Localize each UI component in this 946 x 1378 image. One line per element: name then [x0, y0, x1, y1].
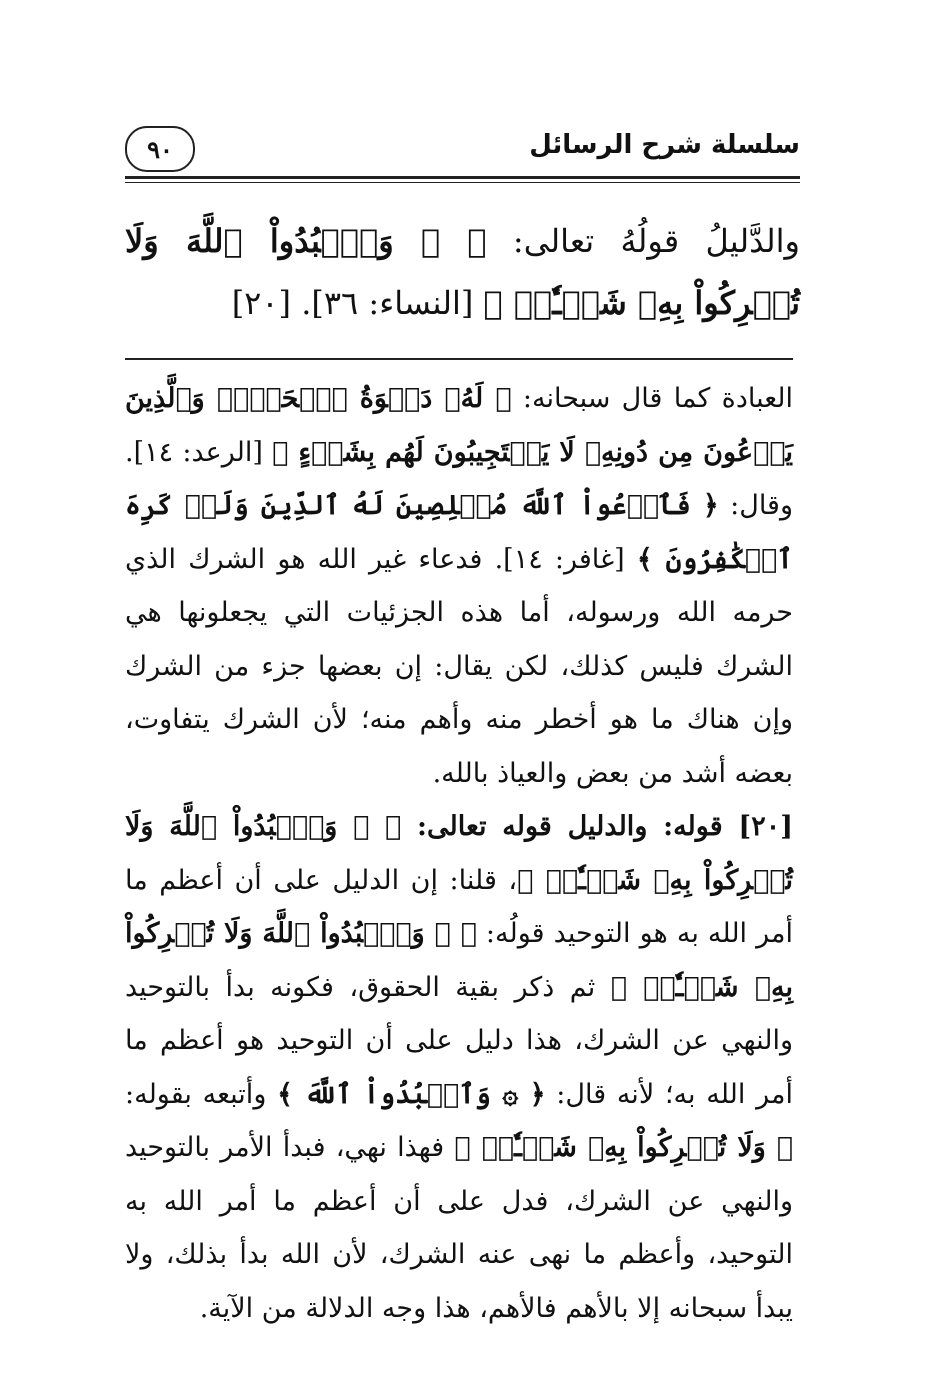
header-rule-thick: [125, 176, 800, 179]
footnote-divider: [125, 358, 793, 360]
page-header: [125, 118, 800, 182]
quran-verse: ﴿ ۞ وَٱعۡبُدُواْ ٱللَّهَ وَلَا تُشۡرِكُواْ بِهِۦ شَيۡـٔٗاۖ ﴾: [125, 918, 793, 1003]
matn-ref: [النساء: ٣٦]. [٢٠]: [231, 284, 484, 322]
sharh-text: [125, 372, 793, 1335]
sharh-text-span: [الرعد: ١٤]. وقال:: [125, 436, 794, 521]
matn-intro: والدَّليلُ قولُهُ تعالى:: [486, 222, 801, 260]
sharh-text-span: وأتبعه بقوله:: [125, 1078, 278, 1110]
quran-verse: ﴿ لَهُۥ دَعۡوَةُ ٱلۡحَقِّۖ وَٱلَّذِينَ يَدۡعُونَ مِن دُونِهِۦ لَا يَسۡتَجِيبُونَ لَهُم بِشَيۡءٍ ﴾: [125, 383, 793, 468]
sharh-text-span: [غافر: ١٤]. فدعاء غير الله هو الشرك الذي حرمه الله ورسوله، أما هذه الجزئيات التي يجعلونها هي الشرك فليس كذلك، لكن يقال: إن بعضها جزء من الشرك وإن هناك ما هو أخطر منه وأهم منه؛ لأن الشرك يتفاوت، بعضه أشد من بعض والعياذ بالله.: [125, 543, 793, 789]
sharh-text-span: العبادة كما قال سبحانه:: [511, 383, 793, 414]
header-rule-thin: [125, 182, 800, 183]
series-title: سلسلة شرح الرسائل: [529, 130, 800, 160]
quran-verse: ﴿ وَلَا تُشۡرِكُواْ بِهِۦ شَيۡـٔٗاۖ ﴾: [454, 1132, 793, 1163]
quran-verse: ﴿ ۞ وَٱعۡبُدُواْ ٱللَّهَ ﴾: [277, 1078, 546, 1110]
matn-verse: ﴿ ۞ وَٱعۡبُدُواْ ٱللَّهَ وَلَا تُشۡرِكُواْ بِهِۦ شَيۡـٔٗاۖ ﴾: [125, 222, 800, 322]
sharh-ref-heading: [٢٠] قوله: والدليل قوله تعالى:: [401, 811, 793, 842]
sharh-paragraph-1: [125, 372, 793, 800]
sharh-paragraph-2: [125, 800, 793, 1335]
sharh-text-span: ثم ذكر بقية الحقوق، فكونه بدأ بالتوحيد والنهي عن الشرك، هذا دليل على أن التوحيد هو أعظم ما أمر الله به؛ لأنه قال:: [125, 971, 793, 1110]
page-number: ٩٠: [125, 126, 195, 172]
sharh-text-span: ، قلنا: إن الدليل على أن أعظم ما أمر الله به هو التوحيد قولُه:: [125, 864, 793, 949]
sharh-text-span: فهذا نهي، فبدأ الأمر بالتوحيد والنهي عن الشرك، فدل على أن أعظم ما أمر الله به التوحيد، وأعظم ما نهى عنه الشرك، لأن الله بدأ بذلك، ولا يبدأ سبحانه إلا بالأهم فالأهم، هذا وجه الدلالة من الآية.: [125, 1132, 793, 1324]
quran-verse: ﴿ ۞ وَٱعۡبُدُواْ ٱللَّهَ وَلَا تُشۡرِكُواْ بِهِۦ شَيۡـٔٗاۖ ﴾: [125, 811, 793, 896]
matn-text: [125, 210, 800, 334]
quran-verse: ﴿ فَٱدۡعُواْ ٱللَّهَ مُخۡلِصِينَ لَهُ ٱلدِّينَ وَلَوۡ كَرِهَ ٱلۡكَٰفِرُونَ ﴾: [125, 490, 793, 575]
